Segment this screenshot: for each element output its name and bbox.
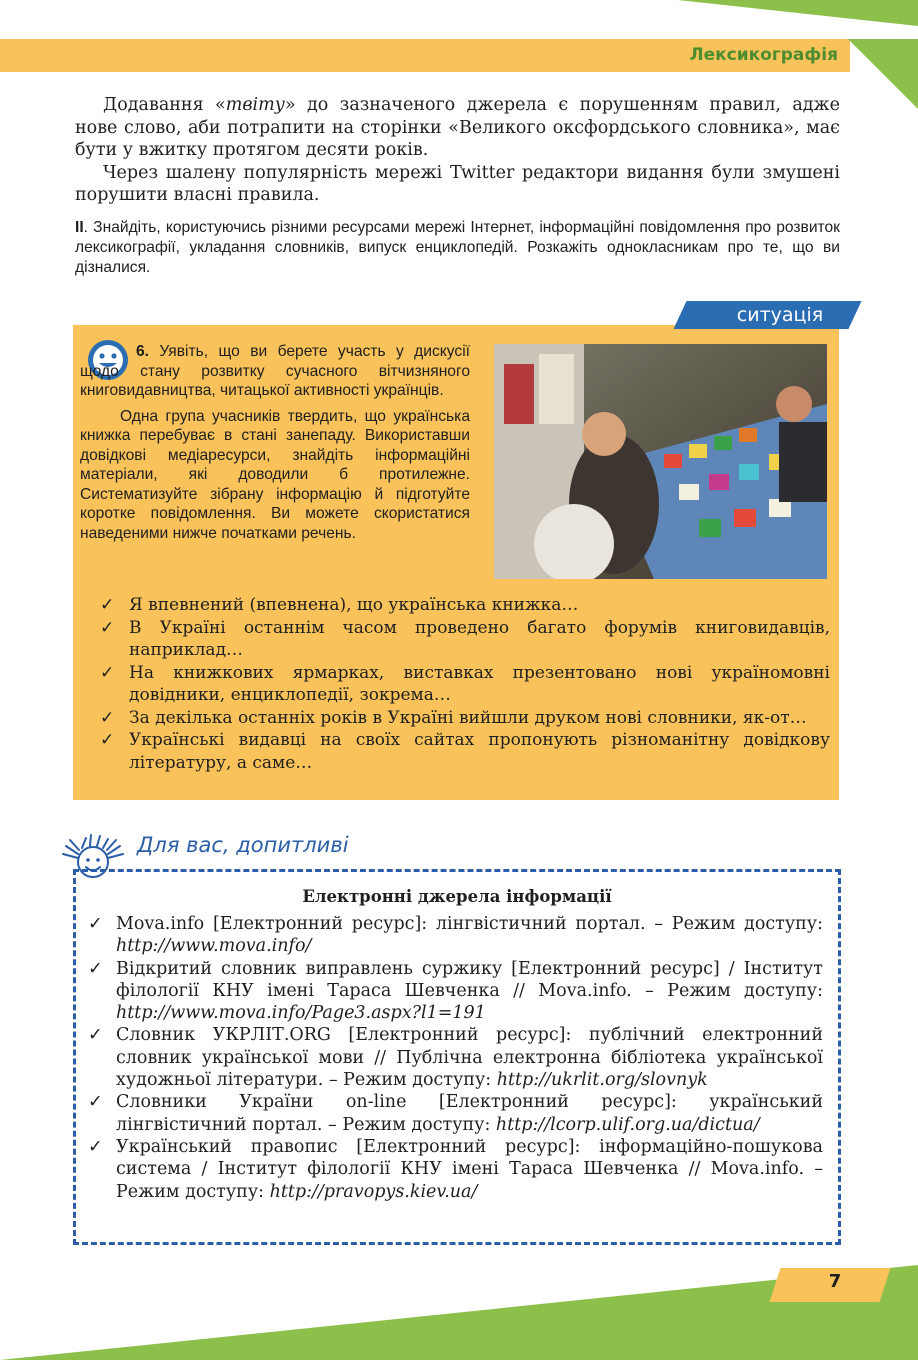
task-6-body: Одна група учасників твердить, що українська книжка перебуває в стані занепаду. Використавши довідкові медіаресурси, знайдіть інформаційні матеріали, які доводили б протилежне. Систематизуйте зібрану інформацію й підготуйте коротке повідомлення. Ви можете скористатися наведеними нижче початками речень. (80, 407, 470, 542)
book-fair-photo (494, 344, 827, 579)
page-number: 7 (828, 1271, 842, 1292)
checkmark-icon: ✓ (88, 1025, 103, 1046)
sources-list (88, 913, 823, 1203)
checkmark-icon: ✓ (100, 730, 115, 750)
checkmark-icon: ✓ (88, 1092, 103, 1113)
list-item: ✓ Український правопис [Електронний ресурс]: інформаційно-пошукова система / Інститут філології КНУ імені Тараса Шевченка // Mova.info. – Режим доступу: http://pravopys.kiev.ua/ (88, 1136, 823, 1202)
checkmark-icon: ✓ (100, 617, 115, 638)
list-item: ✓ В Україні останнім часом проведено багато форумів книговидавців, наприклад… (100, 617, 830, 660)
checkmark-icon: ✓ (100, 662, 115, 683)
sentence-starters (100, 594, 830, 774)
list-item: ✓ За декілька останніх років в Україні вийшли друком нові словники, як-от… (100, 707, 807, 728)
curious-title: Для вас, допитливі (137, 833, 349, 857)
source-link[interactable]: http://pravopys.kiev.ua/ (269, 1181, 478, 1202)
source-link[interactable]: http://www.mova.info/ (116, 936, 312, 957)
task-6-intro: 6. Уявіть, що ви берете участь у дискусії щодо стану розвитку сучасного вітчизняного книговидавництва, читацької активності українців. (80, 343, 470, 399)
intro-paragraph-1: Додавання «твіту» до зазначеного джерела є порушенням правил, адже нове слово, аби потрапити на сторінки «Великого оксфордського словника», має бути у вжитку протягом десяти років. (75, 95, 840, 160)
checkmark-icon: ✓ (100, 595, 115, 615)
section-title: Лексикографія (689, 45, 838, 65)
list-item: ✓ На книжкових ярмарках, виставках презентовано нові україномовні довідники, енциклопедії, зокрема… (100, 662, 830, 705)
task-II: ІІ. Знайдіть, користуючись різними ресурсами мережі Інтернет, інформаційні повідомлення про розвиток лексикографії, укладання словників, випуск енциклопедій. Розкажіть однокласникам про те, що ви дізналися. (75, 219, 840, 276)
list-item: ✓ Словник УКРЛІТ.ORG [Електронний ресурс]: публічний електронний словник української мови // Публічна електронна бібліотека української художньої літератури. – Режим доступу: http://ukrlit.org/slovnyk (88, 1025, 823, 1091)
top-corner-decoration (678, 0, 918, 26)
checkmark-icon: ✓ (88, 958, 103, 979)
sources-heading: Електронні джерела інформації (302, 887, 612, 906)
intro-text (75, 94, 840, 207)
source-link[interactable]: http://lcorp.ulif.org.ua/dictua/ (495, 1114, 760, 1135)
checkmark-icon: ✓ (88, 914, 103, 934)
checkmark-icon: ✓ (88, 1136, 103, 1157)
source-link[interactable]: http://www.mova.info/Page3.aspx?l1=191 (116, 1003, 486, 1024)
list-item: ✓ Словники України on-line [Електронний ресурс]: український лінгвістичний портал. – Режим доступу: http://lcorp.ulif.org.ua/dictua/ (88, 1092, 823, 1135)
header-corner-decoration (848, 39, 918, 109)
intro-paragraph-2: Через шалену популярність мережі Twitter редактори видання були змушені порушити власні правила. (75, 162, 840, 205)
checkmark-icon: ✓ (100, 707, 115, 728)
list-item: ✓ Я впевнений (впевнена), що українська книжка… (100, 595, 579, 615)
source-link[interactable]: http://ukrlit.org/slovnyk (496, 1070, 708, 1091)
list-item: ✓ Відкритий словник виправлень суржику [Електронний ресурс] / Інститут філології КНУ імені Тараса Шевченка // Mova.info. – Режим доступу: http://www.mova.info/Page3.aspx?l1=191 (88, 958, 823, 1024)
task-6 (80, 342, 470, 543)
situation-tag: ситуація (736, 304, 824, 326)
list-item: ✓ Українські видавці на своїх сайтах пропонують різноманітну довідкову літературу, а саме… (100, 730, 830, 773)
list-item: ✓ Mova.info [Електронний ресурс]: лінгвістичний портал. – Режим доступу: http://www.mova.info/ (88, 914, 823, 957)
